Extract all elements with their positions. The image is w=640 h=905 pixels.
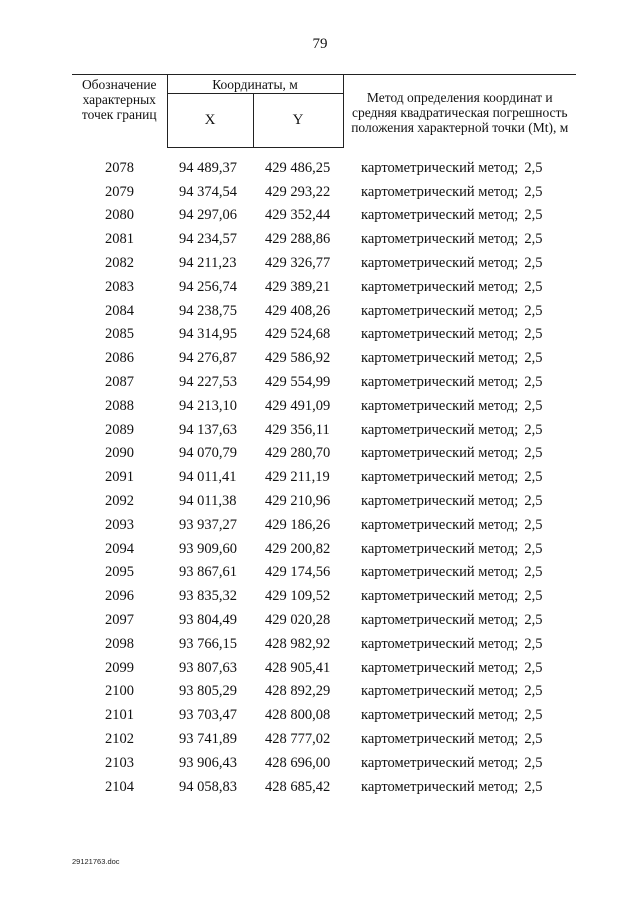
mt-value: 2,5 <box>524 635 543 652</box>
document-filename: 29121763.doc <box>72 857 120 866</box>
method-text: картометрический метод; <box>361 778 519 795</box>
table-body <box>72 148 576 799</box>
method-cell <box>343 370 576 394</box>
method-text: картометрический метод; <box>361 612 519 629</box>
x-coordinate-cell: 94 276,87 <box>179 350 237 367</box>
mt-value: 2,5 <box>524 278 543 295</box>
y-coordinate-cell: 428 777,02 <box>265 731 331 748</box>
table-row <box>72 370 576 394</box>
x-coordinate-cell: 94 011,38 <box>179 493 237 510</box>
method-text: картометрический метод; <box>361 350 519 367</box>
table-row <box>72 561 576 585</box>
table-row <box>72 632 576 656</box>
table-header <box>72 75 576 148</box>
table-row <box>72 775 576 799</box>
mt-value: 2,5 <box>524 731 543 748</box>
mt-value: 2,5 <box>524 469 543 486</box>
point-id-cell: 2102 <box>105 731 134 748</box>
method-text: картометрический метод; <box>361 516 519 533</box>
table-row <box>72 656 576 680</box>
table-row <box>72 584 576 608</box>
x-coordinate-cell: 94 256,74 <box>179 278 237 295</box>
header-point-id: Обозначение характерных точек границ <box>72 75 167 148</box>
mt-value: 2,5 <box>524 302 543 319</box>
point-id-cell: 2096 <box>105 588 134 605</box>
method-text: картометрический метод; <box>361 255 519 272</box>
table-row <box>72 275 576 299</box>
point-id-cell: 2103 <box>105 754 134 771</box>
method-cell <box>343 537 576 561</box>
method-text: картометрический метод; <box>361 231 519 248</box>
table-spacer <box>72 148 576 157</box>
mt-value: 2,5 <box>524 588 543 605</box>
method-cell <box>343 465 576 489</box>
y-coordinate-cell: 428 685,42 <box>265 778 331 795</box>
y-coordinate-cell: 428 905,41 <box>265 659 331 676</box>
y-coordinate-cell: 429 352,44 <box>265 207 331 224</box>
table-row <box>72 537 576 561</box>
point-id-cell: 2088 <box>105 397 134 414</box>
method-text: картометрический метод; <box>361 731 519 748</box>
mt-value: 2,5 <box>524 659 543 676</box>
mt-value: 2,5 <box>524 397 543 414</box>
point-id-cell: 2080 <box>105 207 134 224</box>
mt-value: 2,5 <box>524 159 543 176</box>
table-row <box>72 346 576 370</box>
mt-value: 2,5 <box>524 493 543 510</box>
mt-value: 2,5 <box>524 778 543 795</box>
mt-value: 2,5 <box>524 374 543 391</box>
x-coordinate-cell: 94 314,95 <box>179 326 237 343</box>
method-cell <box>343 227 576 251</box>
table-row <box>72 608 576 632</box>
method-text: картометрический метод; <box>361 183 519 200</box>
x-coordinate-cell: 94 227,53 <box>179 374 237 391</box>
y-coordinate-cell: 429 524,68 <box>265 326 331 343</box>
mt-value: 2,5 <box>524 516 543 533</box>
method-cell <box>343 204 576 228</box>
point-id-cell: 2078 <box>105 159 134 176</box>
mt-value: 2,5 <box>524 683 543 700</box>
method-text: картометрический метод; <box>361 397 519 414</box>
y-coordinate-cell: 428 892,29 <box>265 683 331 700</box>
method-cell <box>343 394 576 418</box>
table-row <box>72 251 576 275</box>
x-coordinate-cell: 93 835,32 <box>179 588 237 605</box>
table-row <box>72 299 576 323</box>
point-id-cell: 2097 <box>105 612 134 629</box>
method-text: картометрический метод; <box>361 707 519 724</box>
mt-value: 2,5 <box>524 564 543 581</box>
table-row <box>72 442 576 466</box>
table-row <box>72 227 576 251</box>
point-id-cell: 2101 <box>105 707 134 724</box>
x-coordinate-cell: 93 807,63 <box>179 659 237 676</box>
method-cell <box>343 632 576 656</box>
x-coordinate-cell: 94 297,06 <box>179 207 237 224</box>
y-coordinate-cell: 429 586,92 <box>265 350 331 367</box>
x-coordinate-cell: 93 805,29 <box>179 683 237 700</box>
header-y: Y <box>253 94 343 148</box>
y-coordinate-cell: 429 356,11 <box>265 421 330 438</box>
method-text: картометрический метод; <box>361 159 519 176</box>
method-text: картометрический метод; <box>361 207 519 224</box>
mt-value: 2,5 <box>524 707 543 724</box>
coordinates-table <box>72 74 576 799</box>
header-method: Метод определения координат и средняя квадратическая погрешность положения характерной точки (Mt), м <box>343 75 576 148</box>
method-text: картометрический метод; <box>361 326 519 343</box>
x-coordinate-cell: 94 011,41 <box>179 469 237 486</box>
method-text: картометрический метод; <box>361 445 519 462</box>
x-coordinate-cell: 93 937,27 <box>179 516 237 533</box>
method-text: картометрический метод; <box>361 588 519 605</box>
x-coordinate-cell: 93 909,60 <box>179 540 237 557</box>
table-row <box>72 751 576 775</box>
point-id-cell: 2093 <box>105 516 134 533</box>
x-coordinate-cell: 93 741,89 <box>179 731 237 748</box>
point-id-cell: 2084 <box>105 302 134 319</box>
header-x: X <box>167 94 253 148</box>
method-cell <box>343 727 576 751</box>
method-cell <box>343 584 576 608</box>
point-id-cell: 2098 <box>105 635 134 652</box>
method-text: картометрический метод; <box>361 278 519 295</box>
method-cell <box>343 703 576 727</box>
point-id-cell: 2091 <box>105 469 134 486</box>
mt-value: 2,5 <box>524 421 543 438</box>
y-coordinate-cell: 429 280,70 <box>265 445 331 462</box>
method-cell <box>343 180 576 204</box>
x-coordinate-cell: 94 058,83 <box>179 778 237 795</box>
point-id-cell: 2099 <box>105 659 134 676</box>
table-row <box>72 394 576 418</box>
table-row <box>72 513 576 537</box>
point-id-cell: 2090 <box>105 445 134 462</box>
method-cell <box>343 775 576 799</box>
x-coordinate-cell: 94 374,54 <box>179 183 237 200</box>
table-row <box>72 180 576 204</box>
y-coordinate-cell: 428 800,08 <box>265 707 331 724</box>
table-row <box>72 727 576 751</box>
table-row <box>72 418 576 442</box>
mt-value: 2,5 <box>524 183 543 200</box>
method-cell <box>343 561 576 585</box>
y-coordinate-cell: 429 408,26 <box>265 302 331 319</box>
x-coordinate-cell: 94 213,10 <box>179 397 237 414</box>
y-coordinate-cell: 429 186,26 <box>265 516 331 533</box>
method-cell <box>343 442 576 466</box>
x-coordinate-cell: 93 906,43 <box>179 754 237 771</box>
method-cell <box>343 156 576 180</box>
x-coordinate-cell: 93 867,61 <box>179 564 237 581</box>
x-coordinate-cell: 93 703,47 <box>179 707 237 724</box>
method-text: картометрический метод; <box>361 564 519 581</box>
x-coordinate-cell: 94 137,63 <box>179 421 237 438</box>
method-text: картометрический метод; <box>361 421 519 438</box>
point-id-cell: 2085 <box>105 326 134 343</box>
method-text: картометрический метод; <box>361 469 519 486</box>
method-text: картометрический метод; <box>361 374 519 391</box>
y-coordinate-cell: 429 491,09 <box>265 397 331 414</box>
point-id-cell: 2100 <box>105 683 134 700</box>
method-text: картометрический метод; <box>361 493 519 510</box>
y-coordinate-cell: 429 174,56 <box>265 564 331 581</box>
mt-value: 2,5 <box>524 350 543 367</box>
y-coordinate-cell: 429 020,28 <box>265 612 331 629</box>
method-cell <box>343 251 576 275</box>
x-coordinate-cell: 93 766,15 <box>179 635 237 652</box>
mt-value: 2,5 <box>524 612 543 629</box>
method-cell <box>343 608 576 632</box>
y-coordinate-cell: 429 293,22 <box>265 183 331 200</box>
point-id-cell: 2104 <box>105 778 134 795</box>
method-cell <box>343 418 576 442</box>
table-row <box>72 680 576 704</box>
method-text: картометрический метод; <box>361 635 519 652</box>
y-coordinate-cell: 429 326,77 <box>265 255 331 272</box>
method-cell <box>343 656 576 680</box>
x-coordinate-cell: 94 211,23 <box>179 255 237 272</box>
y-coordinate-cell: 429 211,19 <box>265 469 330 486</box>
mt-value: 2,5 <box>524 326 543 343</box>
mt-value: 2,5 <box>524 754 543 771</box>
x-coordinate-cell: 94 489,37 <box>179 159 237 176</box>
method-cell <box>343 323 576 347</box>
method-cell <box>343 751 576 775</box>
x-coordinate-cell: 94 238,75 <box>179 302 237 319</box>
y-coordinate-cell: 429 288,86 <box>265 231 331 248</box>
y-coordinate-cell: 429 210,96 <box>265 493 331 510</box>
point-id-cell: 2079 <box>105 183 134 200</box>
point-id-cell: 2082 <box>105 255 134 272</box>
y-coordinate-cell: 428 696,00 <box>265 754 331 771</box>
y-coordinate-cell: 429 554,99 <box>265 374 331 391</box>
table-row <box>72 465 576 489</box>
mt-value: 2,5 <box>524 540 543 557</box>
table-row <box>72 489 576 513</box>
point-id-cell: 2094 <box>105 540 134 557</box>
method-text: картометрический метод; <box>361 754 519 771</box>
method-cell <box>343 489 576 513</box>
header-coordinates: Координаты, м <box>167 75 343 94</box>
point-id-cell: 2089 <box>105 421 134 438</box>
point-id-cell: 2092 <box>105 493 134 510</box>
mt-value: 2,5 <box>524 255 543 272</box>
x-coordinate-cell: 94 234,57 <box>179 231 237 248</box>
mt-value: 2,5 <box>524 231 543 248</box>
table-row <box>72 323 576 347</box>
point-id-cell: 2086 <box>105 350 134 367</box>
method-cell <box>343 513 576 537</box>
table-row <box>72 703 576 727</box>
point-id-cell: 2083 <box>105 278 134 295</box>
point-id-cell: 2095 <box>105 564 134 581</box>
y-coordinate-cell: 429 486,25 <box>265 159 331 176</box>
method-cell <box>343 346 576 370</box>
x-coordinate-cell: 94 070,79 <box>179 445 237 462</box>
y-coordinate-cell: 429 109,52 <box>265 588 331 605</box>
x-coordinate-cell: 93 804,49 <box>179 612 237 629</box>
mt-value: 2,5 <box>524 445 543 462</box>
method-text: картометрический метод; <box>361 302 519 319</box>
point-id-cell: 2087 <box>105 374 134 391</box>
page-number: 79 <box>312 36 328 52</box>
y-coordinate-cell: 429 200,82 <box>265 540 331 557</box>
method-cell <box>343 275 576 299</box>
mt-value: 2,5 <box>524 207 543 224</box>
y-coordinate-cell: 428 982,92 <box>265 635 331 652</box>
method-text: картометрический метод; <box>361 659 519 676</box>
method-cell <box>343 299 576 323</box>
point-id-cell: 2081 <box>105 231 134 248</box>
table-row <box>72 156 576 180</box>
y-coordinate-cell: 429 389,21 <box>265 278 331 295</box>
method-text: картометрический метод; <box>361 540 519 557</box>
table-row <box>72 204 576 228</box>
method-text: картометрический метод; <box>361 683 519 700</box>
method-cell <box>343 680 576 704</box>
